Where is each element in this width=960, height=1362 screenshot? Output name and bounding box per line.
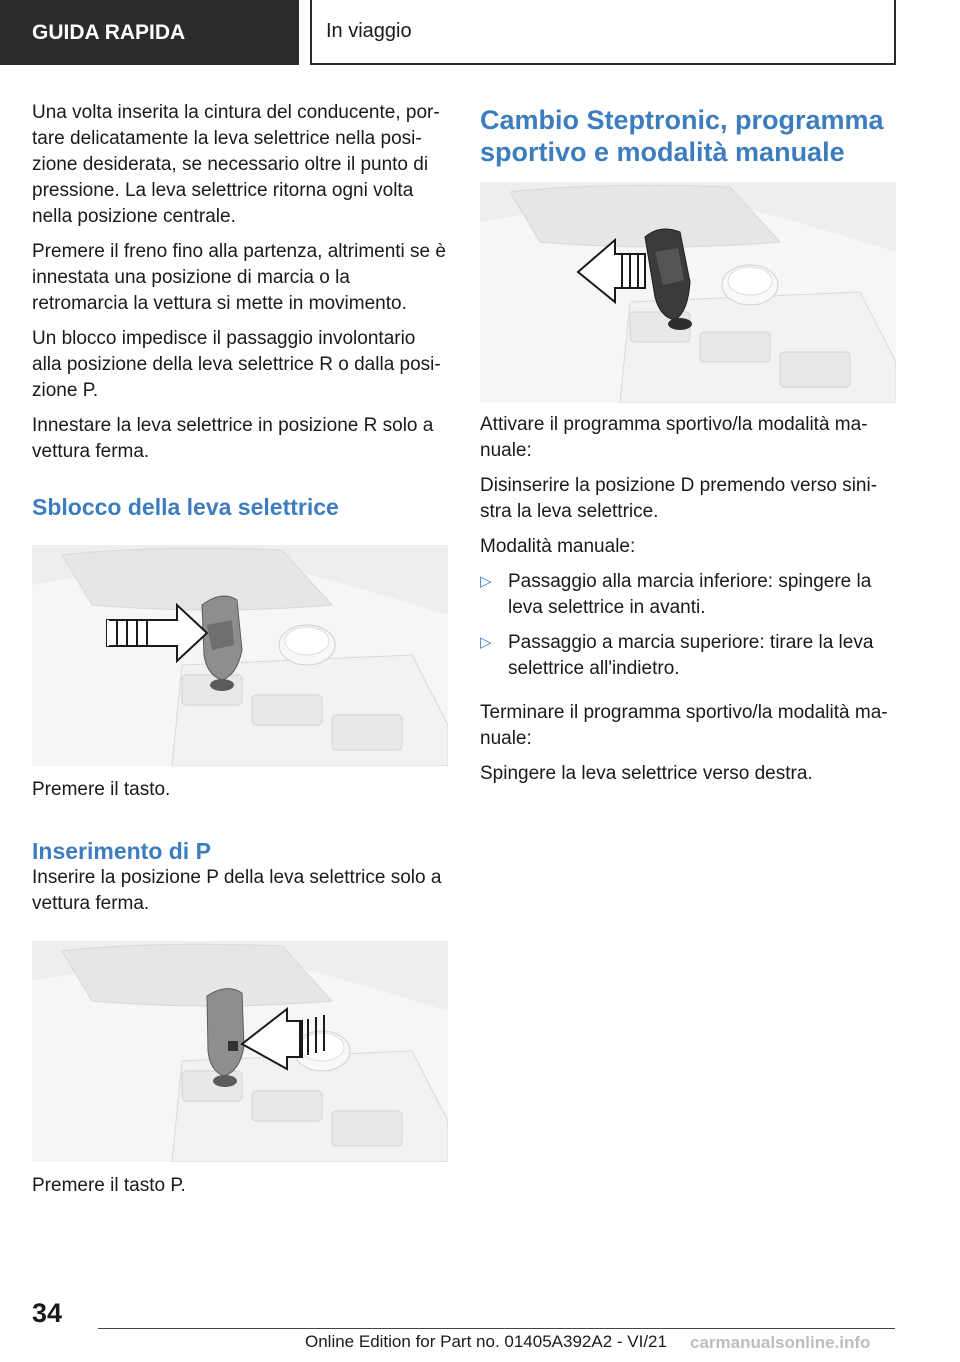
- push-right-paragraph: Spingere la leva selettrice verso destra.: [480, 763, 813, 784]
- intro-paragraph: Una volta inserita la cintura del conducente, por-tare delicatamente la leva selettrice nella posi-zione desiderata, se necessario oltre il punto di pressione. La leva selettrice ritorna ogni volta nella posizione centrale.: [32, 102, 440, 227]
- gear-lever-unlock-figure: [32, 545, 448, 766]
- steptronic-heading: Cambio Steptronic, programma sportivo e modalità manuale: [480, 105, 884, 167]
- gear-lever-sport-figure: [480, 182, 896, 403]
- list-item-text: Passaggio alla marcia inferiore: spingere la leva selettrice in avanti.: [508, 571, 872, 618]
- right-column: [480, 100, 896, 796]
- section-tab: [0, 0, 299, 65]
- activate-paragraph: Attivare il programma sportivo/la modalità ma-nuale:: [480, 414, 868, 461]
- manual-mode-paragraph: Modalità manuale:: [480, 536, 636, 557]
- disengage-paragraph: Disinserire la posizione D premendo verso sini-stra la leva selettrice.: [480, 475, 878, 522]
- triangle-bullet-icon: ▷: [480, 634, 492, 651]
- gear-lever-park-figure: [32, 941, 448, 1162]
- intro-paragraph: Premere il freno fino alla partenza, altrimenti se è innestata una posizione di marcia o la retromarcia la vettura si mette in movimento.: [32, 241, 446, 314]
- park-paragraph: Inserire la posizione P della leva selettrice solo a vettura ferma.: [32, 867, 442, 914]
- footer-divider: [98, 1328, 895, 1329]
- intro-paragraph: Innestare la leva selettrice in posizione R solo a vettura ferma.: [32, 415, 434, 462]
- edition-note: Online Edition for Part no. 01405A392A2 - VI/21: [305, 1332, 667, 1351]
- list-item-text: Passaggio a marcia superiore: tirare la leva selettrice all'indietro.: [508, 632, 874, 679]
- triangle-bullet-icon: ▷: [480, 573, 492, 590]
- list-item: [480, 569, 896, 621]
- watermark: carmanualsonline.info: [690, 1333, 871, 1352]
- manual-mode-list: [480, 569, 896, 682]
- page-number: 34: [32, 1298, 63, 1328]
- intro-paragraph: Un blocco impedisce il passaggio involontario alla posizione della leva selettrice R o dalla posi-zione P.: [32, 328, 441, 401]
- left-column: [32, 100, 448, 1208]
- unlock-caption: Premere il tasto.: [32, 779, 171, 800]
- park-heading: Inserimento di P: [32, 838, 211, 864]
- section-title: GUIDA RAPIDA: [32, 20, 186, 44]
- end-mode-paragraph: Terminare il programma sportivo/la modalità ma-nuale:: [480, 702, 888, 749]
- unlock-heading: Sblocco della leva selettrice: [32, 494, 339, 520]
- list-item: [480, 630, 896, 682]
- chapter-title: In viaggio: [326, 20, 412, 42]
- chapter-header: [310, 0, 896, 65]
- park-caption: Premere il tasto P.: [32, 1175, 186, 1196]
